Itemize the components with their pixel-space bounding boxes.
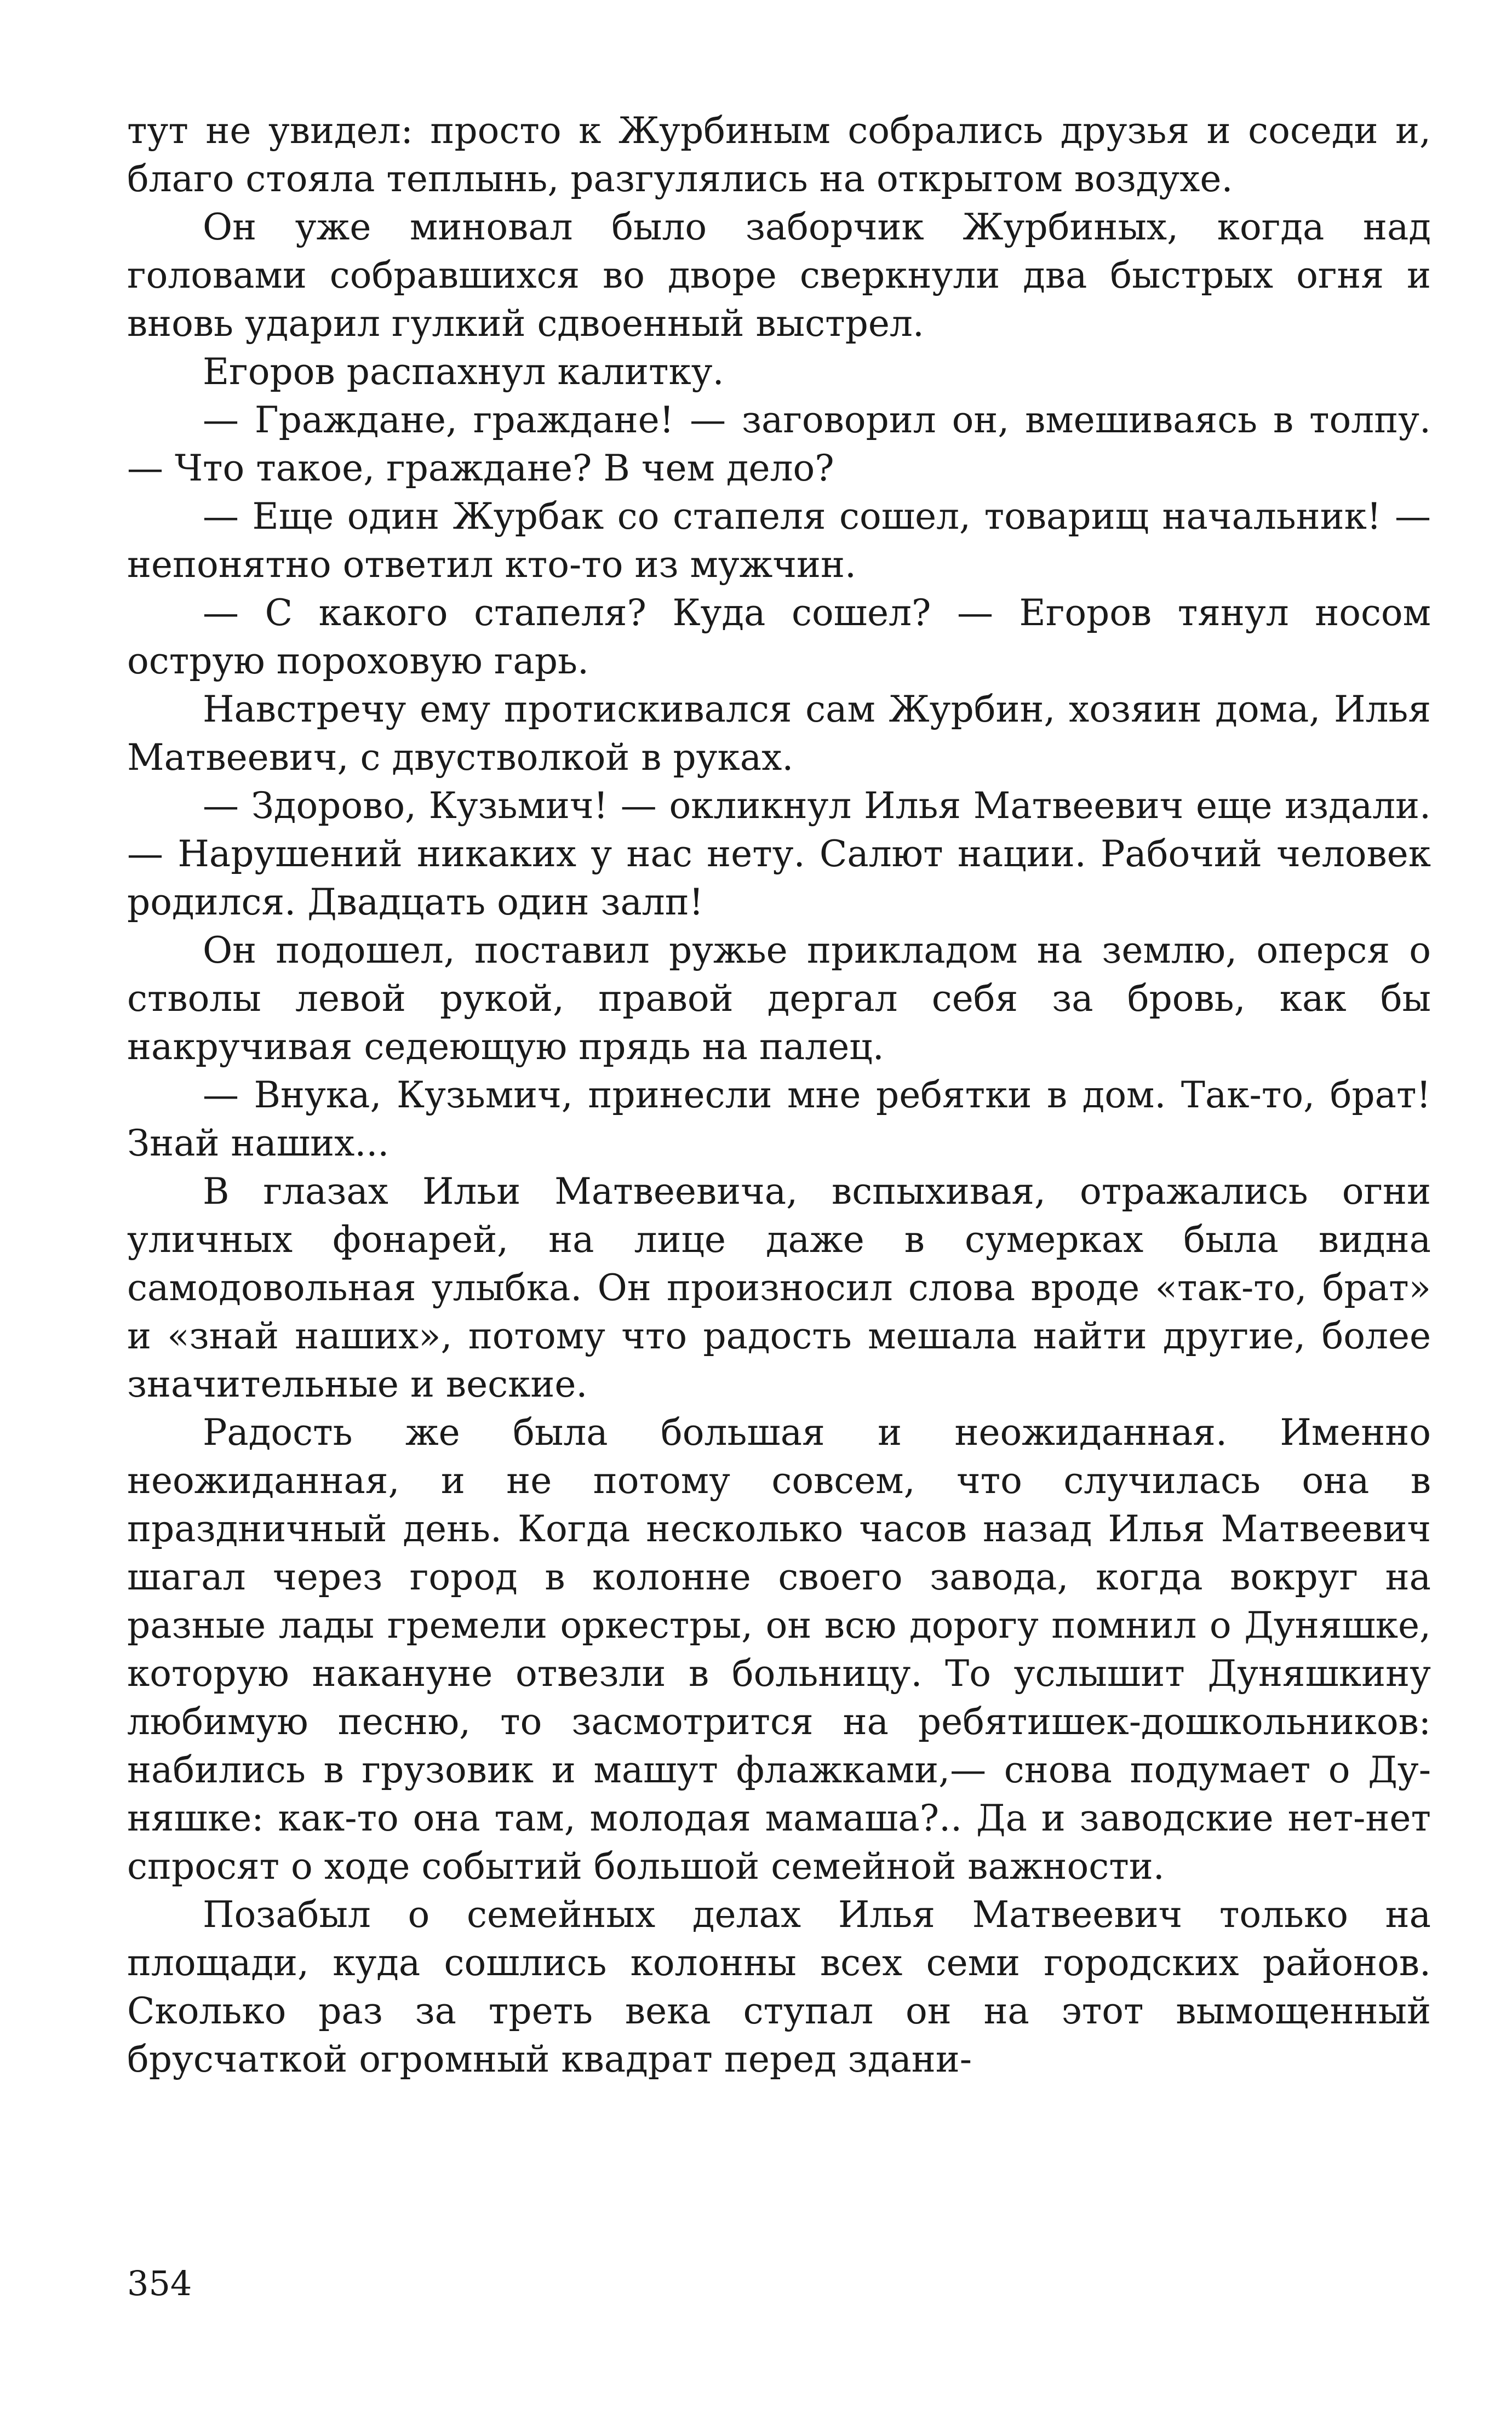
paragraph-10: — Внука, Кузьмич, принесли мне ребятки в дом. Так-то, брат! Знай наших... [127,1074,1431,1164]
paragraph-7: Навстречу ему протискивался сам Журбин, хозяин дома, Илья Матвеевич, с двустволкой в руках. [127,688,1431,779]
paragraph-4: — Граждане, граждане! — заговорил он, вмешиваясь в толпу.— Что такое, граждане? В чем дело? [127,399,1431,489]
paragraph-1: тут не увидел: просто к Журбиным собрались друзья и соседи и, благо стояла теплынь, разгулялись на открытом воздухе. [127,110,1431,200]
paragraph-13: Позабыл о семейных делах Илья Матвеевич только на площади, куда сошлись колонны всех семи городских районов. Сколько раз за треть века ступал он на этот вымощенный брусчаткой огромный квадрат перед здани- [127,1894,1431,2080]
paragraph-8: — Здорово, Кузьмич! — окликнул Илья Матвеевич еще издали. — Нарушений никаких у нас нету. Салют нации. Рабочий человек родился. Двадцать один залп! [127,785,1431,923]
paragraph-6: — С какого стапеля? Куда сошел? — Егоров тянул носом острую пороховую гарь. [127,592,1431,682]
paragraph-5: — Еще один Журбак со стапеля сошел, товарищ начальник! — непонятно ответил кто-то из мужчин. [127,495,1431,586]
page-number: 354 [127,2263,192,2303]
page-body [127,107,1431,2084]
paragraph-11: В глазах Ильи Матвеевича, вспыхивая, отражались огни уличных фонарей, на лице даже в сумерках была видна самодовольная улыбка. Он произносил слова вроде «так-то, брат» и «знай наших», потому что радость мешала найти другие, более значительные и веские. [127,1170,1431,1405]
paragraph-12: Радость же была большая и неожиданная. Именно неожиданная, и не потому совсем, что случилась она в праздничный день. Когда несколько часов назад Илья Матвеевич шагал через город в колонне своего завода, когда вокруг на разные лады гремели оркестры, он всю дорогу помнил о Дуняшке, которую накануне отвезли в больницу. То услышит Дуняшкину любимую песню, то засмотрится на ребятишек-дошкольников: набились в грузовик и машут флажками,— снова подумает о Дуняшке: как-то она там, молодая мамаша?.. Да и заводские нет-нет спросят о ходе событий большой семейной важности. [127,1411,1431,1888]
paragraph-2: Он уже миновал было заборчик Журбиных, когда над головами собравшихся во дворе сверкнули два быстрых огня и вновь ударил гулкий сдвоенный выстрел. [127,206,1431,345]
paragraph-9: Он подошел, поставил ружье прикладом на землю, оперся о стволы левой рукой, правой дергал себя за бровь, как бы накручивая седеющую прядь на палец. [127,929,1431,1068]
paragraph-3: Егоров распахнул калитку. [203,351,724,393]
